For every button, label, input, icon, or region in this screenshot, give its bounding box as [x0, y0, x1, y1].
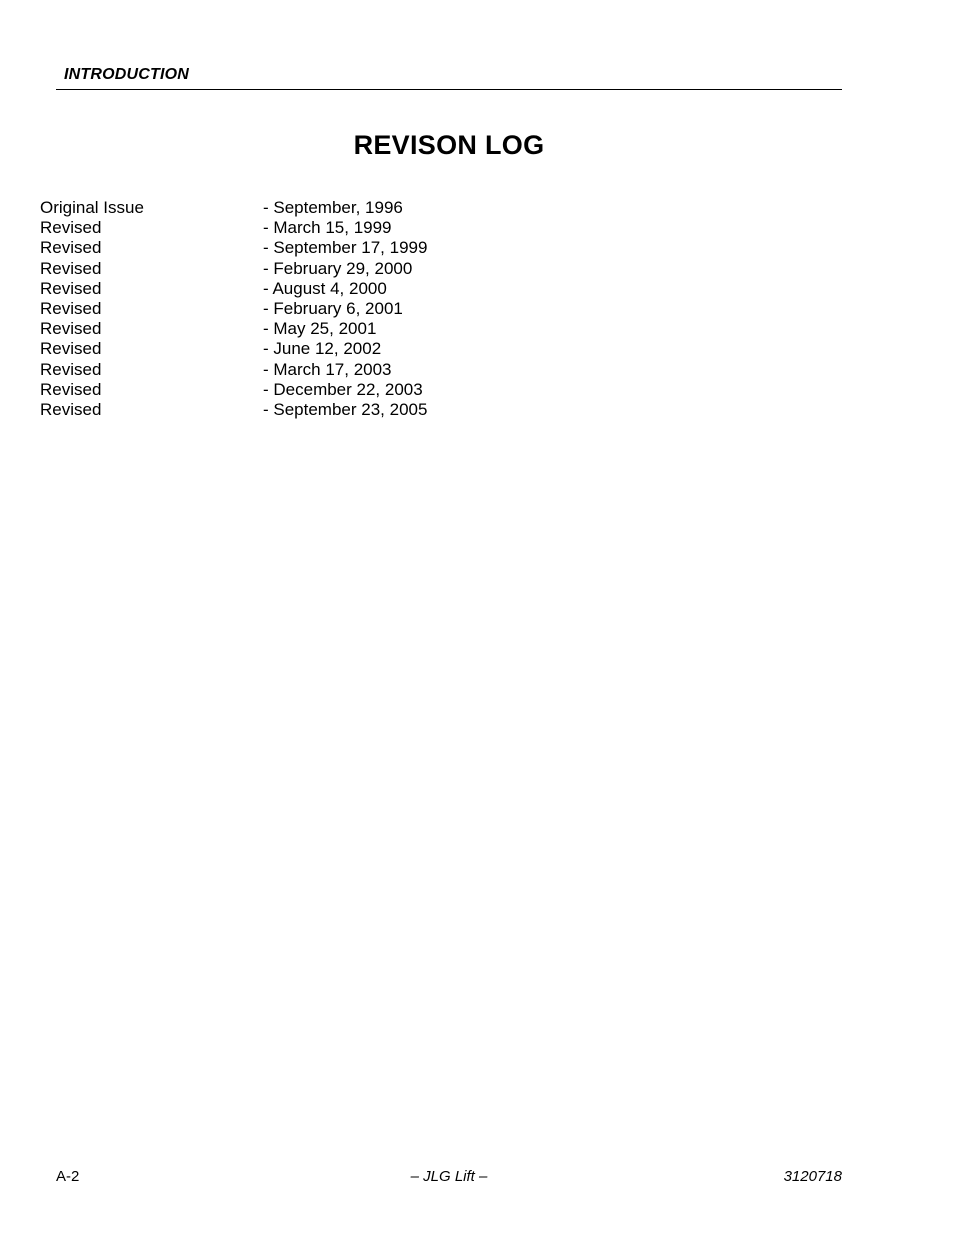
revision-label: Revised	[40, 218, 102, 238]
revision-date: - February 6, 2001	[263, 298, 403, 318]
section-header	[56, 64, 842, 90]
revision-label: Revised	[40, 359, 102, 379]
revision-row	[40, 238, 540, 258]
footer-doc-number: 3120718	[783, 1168, 842, 1185]
footer-publisher: – JLG Lift –	[410, 1168, 488, 1185]
revision-date: - December 22, 2003	[263, 379, 423, 399]
footer-page-number: A-2	[56, 1168, 80, 1185]
revision-row	[40, 259, 540, 279]
revision-date: - September 23, 2005	[263, 399, 428, 419]
revision-row	[40, 400, 540, 420]
revision-row	[40, 198, 540, 218]
revision-list	[40, 198, 540, 420]
revision-row	[40, 339, 540, 359]
revision-label: Revised	[40, 238, 102, 258]
revision-date: - March 15, 1999	[263, 218, 392, 238]
page-footer	[56, 1168, 842, 1188]
revision-label: Revised	[40, 379, 102, 399]
revision-label: Revised	[40, 319, 102, 339]
page-title: REVISON LOG	[353, 130, 545, 160]
revision-label: Revised	[40, 298, 102, 318]
revision-date: - February 29, 2000	[263, 258, 413, 278]
revision-row	[40, 218, 540, 238]
revision-row	[40, 319, 540, 339]
revision-row	[40, 360, 540, 380]
revision-date: - August 4, 2000	[263, 278, 387, 298]
revision-row	[40, 380, 540, 400]
revision-date: - September 17, 1999	[263, 238, 428, 258]
revision-label: Revised	[40, 399, 102, 419]
revision-date: - June 12, 2002	[263, 339, 382, 359]
revision-label: Revised	[40, 258, 102, 278]
revision-label: Original Issue	[40, 198, 144, 217]
revision-date: - May 25, 2001	[263, 319, 377, 339]
revision-row	[40, 279, 540, 299]
section-header-text: INTRODUCTION	[64, 66, 190, 83]
revision-label: Revised	[40, 339, 102, 359]
revision-row	[40, 299, 540, 319]
revision-label: Revised	[40, 278, 102, 298]
revision-date: - September, 1996	[263, 198, 403, 217]
revision-date: - March 17, 2003	[263, 359, 392, 379]
